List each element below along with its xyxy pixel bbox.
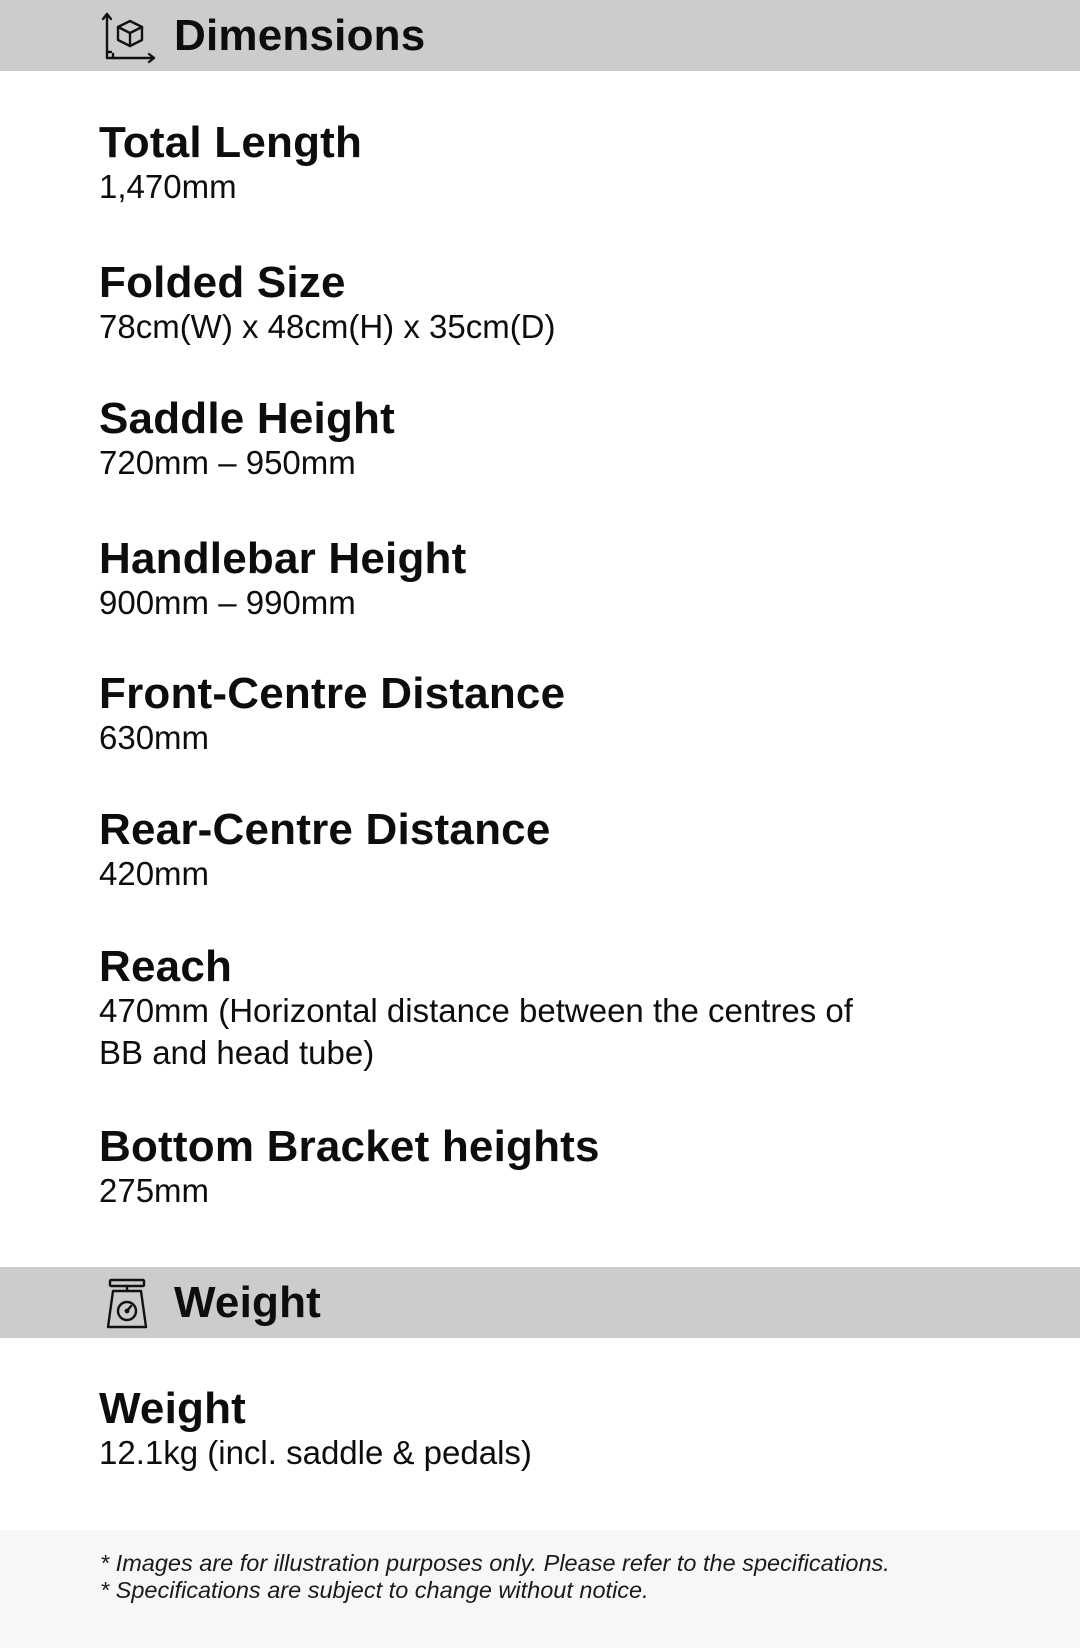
spec-label: Total Length xyxy=(99,118,363,167)
spec-label: Rear-Centre Distance xyxy=(99,805,551,854)
dimensions-section-title: Dimensions xyxy=(174,11,426,60)
spec-value: 720mm – 950mm xyxy=(99,444,356,481)
spec-value: 900mm – 990mm xyxy=(99,584,356,621)
spec-value: 12.1kg (incl. saddle & pedals) xyxy=(99,1434,532,1471)
spec-total-length xyxy=(99,118,979,208)
spec-weight xyxy=(99,1384,979,1474)
spec-value: 630mm xyxy=(99,719,210,756)
spec-value: 420mm xyxy=(99,855,210,892)
spec-label: Handlebar Height xyxy=(99,534,467,583)
spec-saddle-height xyxy=(99,394,979,484)
disclaimer-footer xyxy=(0,1530,1080,1648)
spec-bottom-bracket-heights xyxy=(99,1122,979,1212)
disclaimer-note-specifications: * Specifications are subject to change without notice. xyxy=(100,1577,649,1603)
weighing-scale-icon xyxy=(100,1273,160,1333)
spec-label: Front-Centre Distance xyxy=(99,669,566,718)
weight-section-title: Weight xyxy=(174,1278,322,1327)
spec-label: Folded Size xyxy=(99,258,346,307)
dimensions-section-header xyxy=(0,0,1080,71)
spec-handlebar-height xyxy=(99,534,979,624)
spec-value: 470mm (Horizontal distance between the centres of BB and head tube) xyxy=(99,992,853,1071)
spec-rear-centre-distance xyxy=(99,805,979,895)
weight-section-header xyxy=(0,1267,1080,1338)
spec-label: Reach xyxy=(99,942,233,991)
spec-label: Bottom Bracket heights xyxy=(99,1122,600,1171)
spec-label: Saddle Height xyxy=(99,394,395,443)
spec-folded-size xyxy=(99,258,979,348)
spec-value: 1,470mm xyxy=(99,168,237,205)
spec-value: 275mm xyxy=(99,1172,210,1209)
spec-label: Weight xyxy=(99,1384,247,1433)
box-dimensions-icon xyxy=(100,6,160,66)
disclaimer-note-images: * Images are for illustration purposes only. Please refer to the specifications. xyxy=(100,1550,890,1576)
spec-front-centre-distance xyxy=(99,669,979,759)
spec-value: 78cm(W) x 48cm(H) x 35cm(D) xyxy=(99,308,556,345)
spec-reach xyxy=(99,942,979,1074)
